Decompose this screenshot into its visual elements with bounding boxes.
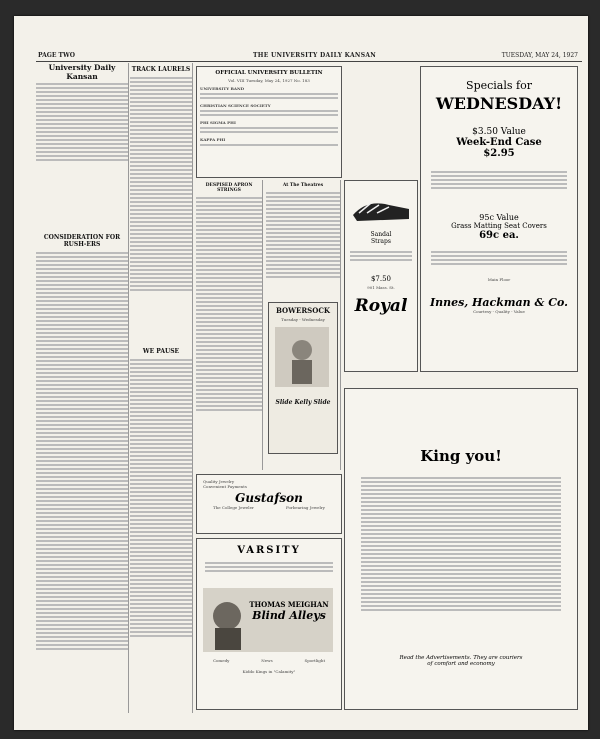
king-footer2: of comfort and economy xyxy=(427,661,495,667)
gustafson-ad xyxy=(196,474,342,534)
bulletin-item: PHI SIGMA PHI xyxy=(200,120,236,125)
bulletin-subheading: Vol. VIII Tuesday, May 24, 1927 No. 183 xyxy=(228,78,310,83)
varsity-sportlight: Sportlight xyxy=(304,658,326,663)
varsity-extra: Kiddo Kings in "Calamity" xyxy=(242,669,296,674)
royal-sandal-ad xyxy=(344,180,418,372)
gustafson-sub1: The College Jeweler xyxy=(213,505,254,510)
straps-label: Straps xyxy=(371,238,391,245)
specials-lead: Specials for xyxy=(466,79,532,92)
varsity-comedy: Comedy xyxy=(212,658,230,663)
store-name: Innes, Hackman & Co. xyxy=(430,296,568,309)
track-laurels-heading: TRACK LAURELS xyxy=(131,66,191,73)
specials-day: WEDNESDAY! xyxy=(435,94,563,113)
gustafson-tag2: Convenient Payments xyxy=(203,484,247,489)
editorial-heading: CONSIDERATION FOR RUSH-ERS xyxy=(43,234,121,248)
varsity-film: Blind Alleys xyxy=(252,609,326,622)
issue-date: TUESDAY, MAY 24, 1927 xyxy=(501,52,578,59)
varsity-name: VARSITY xyxy=(237,545,301,556)
specials-price1: $3.50 Value xyxy=(472,127,526,137)
royal-brand: Royal xyxy=(354,296,408,316)
bowersock-schedule: Tuesday - Wednesday xyxy=(281,317,325,322)
varsity-star: THOMAS MEIGHAN xyxy=(249,600,329,609)
varsity-news: News xyxy=(261,658,273,663)
track-laurels-body xyxy=(130,75,192,345)
theatres-heading: At The Theatres xyxy=(282,183,324,188)
grass-value: 95c Value xyxy=(479,213,519,222)
store-tagline: Courtesy - Quality - Value xyxy=(473,309,525,314)
editorial-body xyxy=(36,250,128,730)
grass-price: 69c ea. xyxy=(479,230,519,241)
baseball-illustration xyxy=(269,322,335,392)
page-number: PAGE TWO xyxy=(38,52,75,59)
week-end-case: Week-End Case xyxy=(456,137,542,148)
sandal-illustration xyxy=(349,191,413,227)
gustafson-name: Gustafson xyxy=(235,491,303,505)
bowersock-title: BOWERSOCK xyxy=(276,306,330,315)
king-footer1: Read the Advertisements. They are couriers xyxy=(399,655,523,661)
gustafson-sub2: Forbearing Jewelry xyxy=(285,505,325,510)
royal-address: 901 Mass. St. xyxy=(367,285,395,290)
university-bulletin xyxy=(196,66,342,178)
we-pause-body xyxy=(130,357,192,707)
masthead-title: University Daily Kansan xyxy=(48,63,116,81)
week-end-price: $2.95 xyxy=(483,148,515,159)
we-pause-heading: WE PAUSE xyxy=(142,348,180,355)
column-theatres xyxy=(266,180,341,470)
specials-ad xyxy=(420,66,578,372)
bulletin-item: KAPPA PHI xyxy=(200,137,226,142)
gustafson-tag: Quality Jewelry xyxy=(203,479,235,484)
sandal-label: Sandal xyxy=(370,231,392,238)
newspaper-name: THE UNIVERSITY DAILY KANSAN xyxy=(253,52,377,59)
varsity-ad xyxy=(196,538,342,710)
main-floor: Main Floor xyxy=(487,277,511,282)
header-rule xyxy=(36,61,582,62)
column-editorial xyxy=(36,63,129,713)
bulletin-item: UNIVERSITY BAND xyxy=(200,86,245,91)
king-you-ad xyxy=(344,388,578,710)
grass-matting: Grass Matting Seat Covers xyxy=(451,222,547,230)
staff-listing xyxy=(36,81,128,231)
column-despised xyxy=(196,180,263,470)
bulletin-title: OFFICIAL UNIVERSITY BULLETIN xyxy=(215,70,323,76)
king-title: King you! xyxy=(420,447,502,465)
despised-heading: DESPISED APRON STRINGS xyxy=(205,183,253,193)
column-two xyxy=(130,63,193,713)
bulletin-item: CHRISTIAN SCIENCE SOCIETY xyxy=(200,103,271,108)
slide-kelly-title: Slide Kelly Slide xyxy=(275,399,331,406)
bowersock-ad xyxy=(268,302,338,454)
sandal-price: $7.50 xyxy=(370,275,392,283)
